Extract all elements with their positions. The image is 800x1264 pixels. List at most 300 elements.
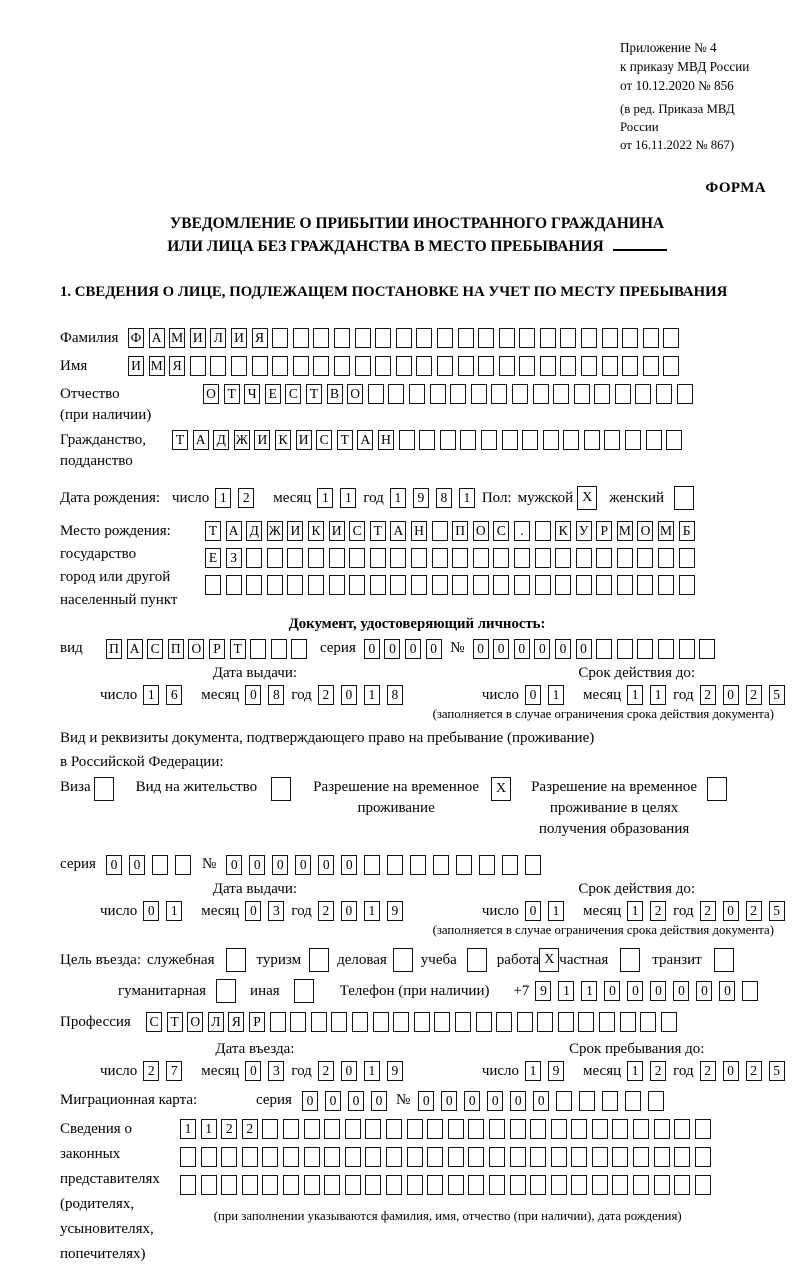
char-box-filled[interactable]: 0 (341, 685, 357, 705)
char-box-filled[interactable]: 1 (364, 1061, 380, 1081)
char-box[interactable] (481, 430, 497, 450)
char-box-filled[interactable]: 3 (268, 901, 284, 921)
char-box[interactable] (695, 1147, 711, 1167)
char-box-filled[interactable]: Я (169, 356, 185, 376)
char-box-filled[interactable]: 5 (769, 685, 785, 705)
char-box-filled[interactable]: И (329, 521, 345, 541)
char-box[interactable] (349, 575, 365, 595)
char-box-filled[interactable]: 8 (268, 685, 284, 705)
char-box-filled[interactable]: С (147, 639, 163, 659)
char-box[interactable] (633, 1119, 649, 1139)
char-box[interactable] (578, 1012, 594, 1032)
purpose-work-checkbox[interactable]: X (539, 948, 559, 972)
char-box[interactable] (620, 1012, 636, 1032)
char-box-filled[interactable]: Д (213, 430, 229, 450)
purpose-study-checkbox[interactable] (467, 948, 487, 972)
char-box[interactable] (510, 1175, 526, 1195)
char-box[interactable] (699, 639, 715, 659)
char-box[interactable] (612, 1119, 628, 1139)
char-box[interactable] (386, 1147, 402, 1167)
char-box[interactable] (468, 1119, 484, 1139)
char-box[interactable] (448, 1175, 464, 1195)
char-box[interactable] (283, 1119, 299, 1139)
char-box-filled[interactable]: А (127, 639, 143, 659)
char-box-filled[interactable]: 0 (129, 855, 145, 875)
char-box-filled[interactable]: И (296, 430, 312, 450)
char-box[interactable] (522, 430, 538, 450)
char-box[interactable] (663, 328, 679, 348)
char-box[interactable] (579, 1091, 595, 1111)
char-box[interactable] (291, 639, 307, 659)
char-box-filled[interactable]: О (187, 1012, 203, 1032)
char-box[interactable] (262, 1175, 278, 1195)
char-box[interactable] (242, 1175, 258, 1195)
char-box-filled[interactable]: 1 (548, 685, 564, 705)
char-box[interactable] (493, 548, 509, 568)
char-box[interactable] (491, 384, 507, 404)
char-box-filled[interactable]: 7 (166, 1061, 182, 1081)
char-box[interactable] (456, 855, 472, 875)
char-box-filled[interactable]: 2 (318, 1061, 334, 1081)
purpose-business-checkbox[interactable] (393, 948, 413, 972)
char-box[interactable] (410, 855, 426, 875)
char-box-filled[interactable]: 3 (268, 1061, 284, 1081)
char-box-filled[interactable]: С (349, 521, 365, 541)
char-box[interactable] (267, 548, 283, 568)
char-box[interactable] (175, 855, 191, 875)
char-box-filled[interactable]: 1 (166, 901, 182, 921)
char-box-filled[interactable]: 0 (487, 1091, 503, 1111)
char-box[interactable] (246, 548, 262, 568)
char-box-filled[interactable]: 2 (650, 1061, 666, 1081)
char-box[interactable] (525, 855, 541, 875)
char-box-filled[interactable]: 0 (341, 1061, 357, 1081)
char-box-filled[interactable]: Т (306, 384, 322, 404)
char-box[interactable] (329, 548, 345, 568)
char-box[interactable] (390, 548, 406, 568)
char-box-filled[interactable]: 0 (384, 639, 400, 659)
char-box[interactable] (571, 1119, 587, 1139)
char-box-filled[interactable]: 0 (272, 855, 288, 875)
char-box[interactable] (364, 855, 380, 875)
char-box[interactable] (226, 575, 242, 595)
char-box[interactable] (643, 328, 659, 348)
char-box-filled[interactable]: М (617, 521, 633, 541)
char-box-filled[interactable]: В (327, 384, 343, 404)
char-box[interactable] (602, 1091, 618, 1111)
char-box-filled[interactable]: 9 (548, 1061, 564, 1081)
char-box-filled[interactable]: А (149, 328, 165, 348)
char-box[interactable] (448, 1119, 464, 1139)
char-box[interactable] (563, 430, 579, 450)
char-box-filled[interactable]: 1 (364, 901, 380, 921)
char-box[interactable] (388, 384, 404, 404)
char-box[interactable] (551, 1147, 567, 1167)
char-box[interactable] (468, 1175, 484, 1195)
purpose-tourism-checkbox[interactable] (309, 948, 329, 972)
char-box-filled[interactable]: 2 (318, 685, 334, 705)
char-box-filled[interactable]: 8 (436, 488, 452, 508)
char-box[interactable] (658, 639, 674, 659)
char-box[interactable] (514, 575, 530, 595)
char-box[interactable] (478, 328, 494, 348)
char-box[interactable] (393, 1012, 409, 1032)
char-box[interactable] (334, 328, 350, 348)
char-box[interactable] (407, 1175, 423, 1195)
char-box-filled[interactable]: Т (172, 430, 188, 450)
char-box-filled[interactable]: 2 (746, 685, 762, 705)
char-box[interactable] (262, 1147, 278, 1167)
char-box[interactable] (635, 384, 651, 404)
char-box[interactable] (365, 1147, 381, 1167)
char-box[interactable] (571, 1175, 587, 1195)
char-box[interactable] (695, 1175, 711, 1195)
char-box-filled[interactable]: 5 (769, 901, 785, 921)
char-box[interactable] (551, 1119, 567, 1139)
char-box[interactable] (615, 384, 631, 404)
char-box[interactable] (434, 1012, 450, 1032)
char-box-filled[interactable]: 1 (459, 488, 475, 508)
char-box-filled[interactable]: Ж (234, 430, 250, 450)
char-box[interactable] (386, 1119, 402, 1139)
char-box[interactable] (468, 1147, 484, 1167)
char-box-filled[interactable]: 1 (627, 1061, 643, 1081)
char-box[interactable] (324, 1147, 340, 1167)
char-box[interactable] (602, 328, 618, 348)
char-box[interactable] (530, 1119, 546, 1139)
char-box[interactable] (510, 1119, 526, 1139)
char-box-filled[interactable]: Я (252, 328, 268, 348)
char-box[interactable] (648, 1091, 664, 1111)
char-box[interactable] (540, 328, 556, 348)
char-box[interactable] (530, 1175, 546, 1195)
char-box[interactable] (452, 575, 468, 595)
temp-permit-edu-checkbox[interactable] (707, 777, 727, 801)
char-box[interactable] (262, 1119, 278, 1139)
char-box[interactable] (612, 1147, 628, 1167)
char-box[interactable] (663, 356, 679, 376)
char-box[interactable] (535, 521, 551, 541)
char-box[interactable] (324, 1175, 340, 1195)
char-box[interactable] (246, 575, 262, 595)
char-box[interactable] (201, 1175, 217, 1195)
char-box[interactable] (584, 430, 600, 450)
char-box-filled[interactable]: Т (337, 430, 353, 450)
char-box[interactable] (473, 575, 489, 595)
char-box[interactable] (581, 328, 597, 348)
char-box[interactable] (368, 384, 384, 404)
char-box[interactable] (304, 1175, 320, 1195)
char-box[interactable] (349, 548, 365, 568)
char-box-filled[interactable]: Л (208, 1012, 224, 1032)
char-box[interactable] (432, 548, 448, 568)
char-box-filled[interactable]: 0 (510, 1091, 526, 1111)
char-box-filled[interactable]: 1 (525, 1061, 541, 1081)
char-box-filled[interactable]: Т (230, 639, 246, 659)
char-box-filled[interactable]: П (168, 639, 184, 659)
char-box-filled[interactable]: 2 (700, 685, 716, 705)
char-box[interactable] (496, 1012, 512, 1032)
char-box[interactable] (674, 1175, 690, 1195)
char-box[interactable] (345, 1119, 361, 1139)
char-box-filled[interactable]: Р (249, 1012, 265, 1032)
char-box[interactable] (592, 1175, 608, 1195)
char-box[interactable] (293, 328, 309, 348)
char-box[interactable] (617, 639, 633, 659)
char-box[interactable] (313, 328, 329, 348)
char-box[interactable] (654, 1175, 670, 1195)
char-box[interactable] (375, 328, 391, 348)
char-box-filled[interactable]: 0 (723, 685, 739, 705)
char-box[interactable] (427, 1175, 443, 1195)
char-box-filled[interactable]: 0 (249, 855, 265, 875)
char-box[interactable] (329, 575, 345, 595)
char-box[interactable] (553, 384, 569, 404)
char-box[interactable] (437, 356, 453, 376)
char-box[interactable] (432, 521, 448, 541)
char-box-filled[interactable]: 2 (746, 901, 762, 921)
char-box[interactable] (250, 639, 266, 659)
char-box[interactable] (283, 1175, 299, 1195)
char-box-filled[interactable]: 0 (302, 1091, 318, 1111)
char-box-filled[interactable]: 0 (627, 981, 643, 1001)
char-box[interactable] (365, 1175, 381, 1195)
char-box[interactable] (643, 356, 659, 376)
char-box-filled[interactable]: А (390, 521, 406, 541)
char-box-filled[interactable]: 0 (106, 855, 122, 875)
char-box[interactable] (633, 1147, 649, 1167)
char-box[interactable] (440, 430, 456, 450)
char-box[interactable] (455, 1012, 471, 1032)
char-box[interactable] (152, 855, 168, 875)
char-box[interactable] (419, 430, 435, 450)
char-box-filled[interactable]: 0 (650, 981, 666, 1001)
char-box-filled[interactable]: И (128, 356, 144, 376)
char-box-filled[interactable]: 0 (555, 639, 571, 659)
char-box[interactable] (677, 384, 693, 404)
char-box[interactable] (612, 1175, 628, 1195)
char-box[interactable] (560, 356, 576, 376)
char-box-filled[interactable]: 1 (180, 1119, 196, 1139)
char-box-filled[interactable]: 0 (673, 981, 689, 1001)
sex-male-checkbox[interactable]: X (577, 486, 597, 510)
char-box[interactable] (210, 356, 226, 376)
char-box-filled[interactable]: 0 (525, 685, 541, 705)
char-box[interactable] (283, 1147, 299, 1167)
char-box-filled[interactable]: М (658, 521, 674, 541)
char-box[interactable] (221, 1175, 237, 1195)
char-box[interactable] (637, 639, 653, 659)
char-box-filled[interactable]: 0 (464, 1091, 480, 1111)
char-box-filled[interactable]: 1 (201, 1119, 217, 1139)
char-box-filled[interactable]: 0 (418, 1091, 434, 1111)
char-box[interactable] (489, 1119, 505, 1139)
char-box[interactable] (661, 1012, 677, 1032)
char-box[interactable] (530, 1147, 546, 1167)
char-box-filled[interactable]: 0 (719, 981, 735, 1001)
char-box[interactable] (555, 548, 571, 568)
visa-checkbox[interactable] (94, 777, 114, 801)
char-box[interactable] (646, 430, 662, 450)
char-box[interactable] (287, 575, 303, 595)
char-box[interactable] (407, 1147, 423, 1167)
char-box[interactable] (555, 575, 571, 595)
char-box[interactable] (308, 548, 324, 568)
char-box-filled[interactable]: 0 (604, 981, 620, 1001)
char-box[interactable] (502, 855, 518, 875)
char-box-filled[interactable]: У (576, 521, 592, 541)
char-box[interactable] (556, 1091, 572, 1111)
char-box[interactable] (190, 356, 206, 376)
char-box[interactable] (537, 1012, 553, 1032)
char-box-filled[interactable]: П (106, 639, 122, 659)
char-box[interactable] (658, 575, 674, 595)
char-box-filled[interactable]: 0 (514, 639, 530, 659)
char-box[interactable] (304, 1119, 320, 1139)
char-box[interactable] (656, 384, 672, 404)
char-box-filled[interactable]: 0 (226, 855, 242, 875)
char-box-filled[interactable]: 1 (340, 488, 356, 508)
char-box-filled[interactable]: Я (228, 1012, 244, 1032)
char-box-filled[interactable]: 1 (627, 685, 643, 705)
char-box-filled[interactable]: 0 (245, 1061, 261, 1081)
char-box[interactable] (560, 328, 576, 348)
char-box[interactable] (414, 1012, 430, 1032)
char-box[interactable] (180, 1175, 196, 1195)
char-box[interactable] (489, 1147, 505, 1167)
char-box-filled[interactable]: Ф (128, 328, 144, 348)
char-box-filled[interactable]: Т (224, 384, 240, 404)
char-box[interactable] (180, 1147, 196, 1167)
char-box[interactable] (478, 356, 494, 376)
char-box-filled[interactable]: 9 (413, 488, 429, 508)
char-box[interactable] (679, 548, 695, 568)
char-box-filled[interactable]: 1 (650, 685, 666, 705)
char-box[interactable] (373, 1012, 389, 1032)
char-box[interactable] (416, 328, 432, 348)
char-box[interactable] (674, 1119, 690, 1139)
char-box[interactable] (375, 356, 391, 376)
char-box[interactable] (293, 356, 309, 376)
char-box[interactable] (502, 430, 518, 450)
char-box[interactable] (458, 356, 474, 376)
char-box[interactable] (311, 1012, 327, 1032)
char-box[interactable] (252, 356, 268, 376)
char-box[interactable] (437, 328, 453, 348)
char-box-filled[interactable]: И (231, 328, 247, 348)
char-box[interactable] (272, 356, 288, 376)
char-box[interactable] (271, 639, 287, 659)
char-box-filled[interactable]: С (146, 1012, 162, 1032)
char-box[interactable] (625, 430, 641, 450)
char-box-filled[interactable]: 0 (325, 1091, 341, 1111)
char-box-filled[interactable]: И (190, 328, 206, 348)
char-box[interactable] (679, 639, 695, 659)
char-box[interactable] (592, 1119, 608, 1139)
char-box-filled[interactable]: О (637, 521, 653, 541)
char-box[interactable] (535, 575, 551, 595)
char-box[interactable] (654, 1147, 670, 1167)
char-box[interactable] (290, 1012, 306, 1032)
char-box-filled[interactable]: 2 (700, 901, 716, 921)
char-box-filled[interactable]: О (347, 384, 363, 404)
char-box-filled[interactable]: И (287, 521, 303, 541)
char-box[interactable] (489, 1175, 505, 1195)
char-box[interactable] (448, 1147, 464, 1167)
char-box-filled[interactable]: Е (265, 384, 281, 404)
purpose-humanitarian-checkbox[interactable] (216, 979, 236, 1003)
char-box[interactable] (654, 1119, 670, 1139)
char-box[interactable] (399, 430, 415, 450)
char-box[interactable] (450, 384, 466, 404)
char-box[interactable] (742, 981, 758, 1001)
char-box[interactable] (409, 384, 425, 404)
char-box[interactable] (695, 1119, 711, 1139)
char-box[interactable] (287, 548, 303, 568)
char-box-filled[interactable]: 0 (533, 1091, 549, 1111)
char-box[interactable] (352, 1012, 368, 1032)
char-box-filled[interactable]: С (316, 430, 332, 450)
char-box-filled[interactable]: 2 (221, 1119, 237, 1139)
purpose-official-checkbox[interactable] (226, 948, 246, 972)
char-box-filled[interactable]: М (169, 328, 185, 348)
char-box-filled[interactable]: З (226, 548, 242, 568)
char-box[interactable] (365, 1119, 381, 1139)
char-box[interactable] (576, 575, 592, 595)
char-box[interactable] (594, 384, 610, 404)
char-box-filled[interactable]: 0 (723, 1061, 739, 1081)
char-box-filled[interactable]: 0 (441, 1091, 457, 1111)
char-box-filled[interactable]: К (308, 521, 324, 541)
char-box-filled[interactable]: 0 (364, 639, 380, 659)
char-box[interactable] (407, 1119, 423, 1139)
char-box[interactable] (476, 1012, 492, 1032)
char-box-filled[interactable]: Р (596, 521, 612, 541)
char-box-filled[interactable]: 0 (341, 901, 357, 921)
char-box[interactable] (622, 356, 638, 376)
char-box-filled[interactable]: 0 (576, 639, 592, 659)
char-box-filled[interactable]: 0 (245, 901, 261, 921)
char-box[interactable] (658, 548, 674, 568)
char-box[interactable] (519, 328, 535, 348)
char-box-filled[interactable]: 9 (387, 1061, 403, 1081)
char-box[interactable] (519, 356, 535, 376)
char-box-filled[interactable]: А (357, 430, 373, 450)
char-box-filled[interactable]: 0 (143, 901, 159, 921)
char-box-filled[interactable]: 2 (318, 901, 334, 921)
char-box-filled[interactable]: 1 (558, 981, 574, 1001)
char-box-filled[interactable]: 0 (348, 1091, 364, 1111)
char-box-filled[interactable]: 0 (318, 855, 334, 875)
char-box-filled[interactable]: 1 (364, 685, 380, 705)
char-box-filled[interactable]: 2 (746, 1061, 762, 1081)
char-box-filled[interactable]: 0 (493, 639, 509, 659)
char-box[interactable] (574, 384, 590, 404)
char-box-filled[interactable]: С (285, 384, 301, 404)
char-box-filled[interactable]: А (226, 521, 242, 541)
char-box[interactable] (334, 356, 350, 376)
char-box[interactable] (221, 1147, 237, 1167)
char-box[interactable] (602, 356, 618, 376)
char-box[interactable] (596, 575, 612, 595)
char-box-filled[interactable]: 0 (405, 639, 421, 659)
char-box[interactable] (416, 356, 432, 376)
char-box[interactable] (640, 1012, 656, 1032)
char-box[interactable] (460, 430, 476, 450)
char-box[interactable] (617, 548, 633, 568)
char-box-filled[interactable]: 0 (534, 639, 550, 659)
char-box-filled[interactable]: Т (370, 521, 386, 541)
